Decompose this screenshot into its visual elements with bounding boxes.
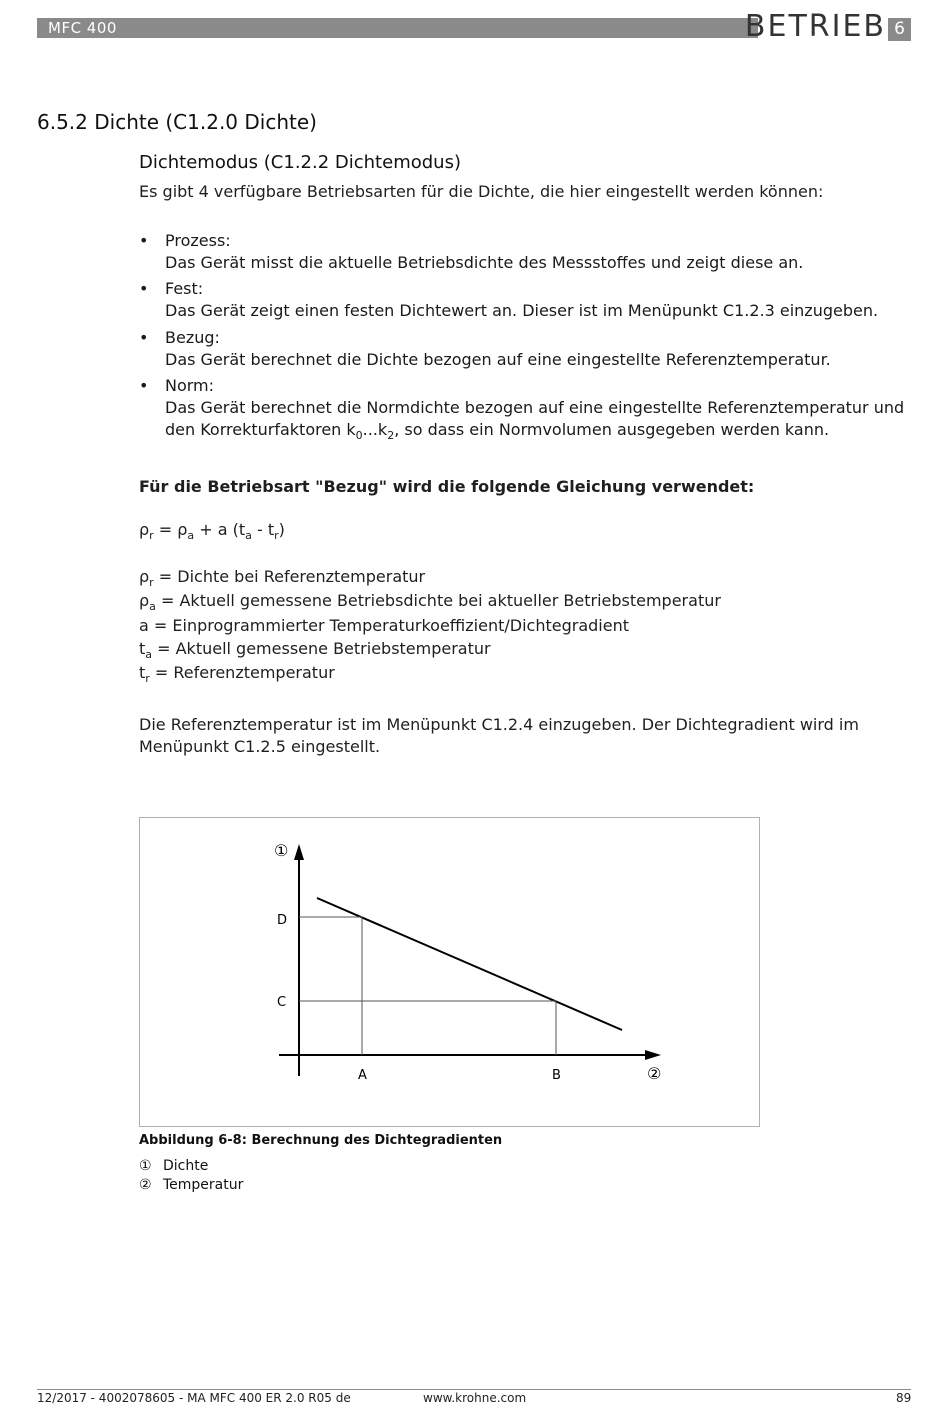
definition-rho-a: $\rho_a$ = Aktuell gemessene Betriebsdichte bei aktueller Betriebstemperatur	[139, 591, 721, 613]
density-gradient-figure	[139, 817, 760, 1127]
definition-t-r: $t_r$ = Referenztemperatur	[139, 663, 335, 685]
bullet-title: Norm:	[165, 376, 215, 395]
equation: $\rho_r = \rho_a + a$ $(t_a - t_r)$	[139, 520, 285, 542]
bullet-text: Das Gerät misst die aktuelle Betriebsdichte des Messstoffes und zeigt diese an.	[165, 253, 804, 272]
product-name: MFC 400	[48, 19, 117, 37]
y-axis-marker: ①	[274, 841, 289, 860]
definition-rho-r: $\rho_r$ = Dichte bei Referenztemperatur	[139, 567, 426, 589]
chapter-number: 6	[888, 18, 911, 41]
y-axis-arrow-icon	[294, 844, 304, 860]
label-B: B	[552, 1068, 561, 1083]
figure-caption: Abbildung 6-8: Berechnung des Dichtegradienten	[139, 1133, 503, 1148]
label-D: D	[277, 913, 288, 928]
section-title: BETRIEB	[744, 9, 886, 44]
bullet-title: Prozess:	[165, 231, 231, 250]
bullet-icon: •	[139, 328, 149, 347]
x-axis-marker: ②	[647, 1064, 662, 1083]
footer-divider	[37, 1389, 911, 1390]
equation-intro: Für die Betriebsart "Bezug" wird die folgende Gleichung verwendet:	[139, 477, 755, 496]
density-gradient-line	[317, 898, 622, 1030]
legend-item-temperatur: ② Temperatur	[139, 1177, 244, 1193]
bullet-title: Bezug:	[165, 328, 220, 347]
section-heading: 6.5.2 Dichte (C1.2.0 Dichte)	[37, 110, 317, 134]
footer-doc-id: 12/2017 - 4002078605 - MA MFC 400 ER 2.0 R05 de	[37, 1391, 351, 1405]
bullet-text-continued: den Korrekturfaktoren $k_0...k_2$, so dass ein Normvolumen ausgegeben werden kann.	[165, 420, 830, 442]
density-gradient-diagram	[140, 818, 761, 1128]
bullet-title: Fest:	[165, 279, 204, 298]
bullet-icon: •	[139, 279, 149, 298]
label-C: C	[277, 995, 287, 1010]
header-bar	[37, 18, 758, 38]
intro-paragraph: Es gibt 4 verfügbare Betriebsarten für die Dichte, die hier eingestellt werden können:	[139, 182, 824, 201]
definition-a: a = Einprogrammierter Temperaturkoeffizient/Dichtegradient	[139, 616, 629, 635]
bullet-icon: •	[139, 376, 149, 395]
footer-website: www.krohne.com	[423, 1391, 527, 1405]
subsection-heading: Dichtemodus (C1.2.2 Dichtemodus)	[139, 152, 461, 173]
page-number: 89	[896, 1391, 912, 1405]
x-axis-arrow-icon	[645, 1050, 661, 1060]
closing-paragraph: Die Referenztemperatur ist im Menüpunkt C1.2.4 einzugeben. Der Dichtegradient wird im Menüpunkt C1.2.5 eingestellt.	[139, 715, 859, 756]
legend-item-dichte: ① Dichte	[139, 1158, 209, 1174]
bullet-text: Das Gerät berechnet die Dichte bezogen auf eine eingestellte Referenztemperatur.	[165, 350, 831, 369]
bullet-text: Das Gerät zeigt einen festen Dichtewert an. Dieser ist im Menüpunkt C1.2.3 einzugeben.	[165, 301, 879, 320]
label-A: A	[358, 1068, 367, 1083]
bullet-icon: •	[139, 231, 149, 250]
bullet-text: Das Gerät berechnet die Normdichte bezogen auf eine eingestellte Referenztemperatur und	[165, 398, 905, 417]
definition-t-a: $t_a$ = Aktuell gemessene Betriebstemperatur	[139, 639, 491, 661]
